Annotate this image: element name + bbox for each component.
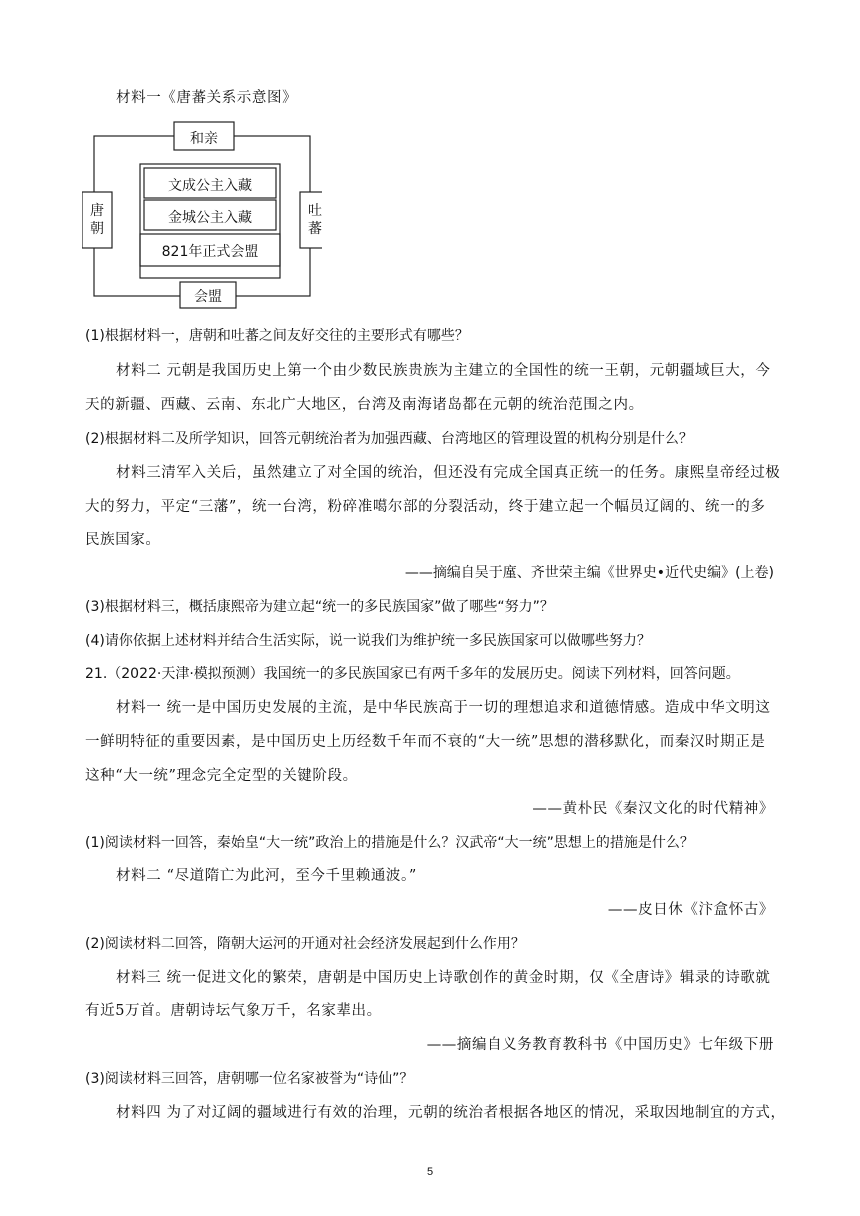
material-line: 材料二 元朝是我国历史上第一个由少数民族贵族为主建立的全国性的统一王朝，元朝疆域巨大，今 <box>116 363 771 379</box>
diagram-right-label: 吐蕃 <box>308 203 322 237</box>
material-line: 民族国家。 <box>85 532 161 548</box>
material-line: 材料四 为了对辽阔的疆域进行有效的治理，元朝的统治者根据各地区的情况，采取因地制宜的方式， <box>116 1105 786 1121</box>
diagram-caption: 材料一《唐蕃关系示意图》 <box>116 90 298 106</box>
diagram-top-label: 和亲 <box>190 131 218 147</box>
diagram-item: 821年正式会盟 <box>161 244 259 260</box>
diagram-item: 金城公主入藏 <box>168 210 252 226</box>
material-line: 大的努力，平定“三藩”，统一台湾，粉碎准噶尔部的分裂活动，终于建立起一个幅员辽阔的、统一的多 <box>85 499 766 515</box>
diagram-bottom-label: 会盟 <box>194 289 222 305</box>
question-line: (4)请你依据上述材料并结合生活实际，说一说我们为维护统一多民族国家可以做哪些努力？ <box>85 633 651 649</box>
question-line: (2)根据材料二及所学知识，回答元朝统治者为加强西藏、台湾地区的管理设置的机构分别是什么？ <box>85 431 693 447</box>
material-line: 材料一 统一是中国历史发展的主流，是中华民族高于一切的理想追求和道德情感。造成中华文明这 <box>116 700 771 716</box>
material-line: 一鲜明特征的重要因素，是中国历史上历经数千年而不衰的“大一统”思想的潜移默化，而秦汉时期正是 <box>85 734 766 750</box>
question-line: (1)根据材料一，唐朝和吐蕃之间友好交往的主要形式有哪些？ <box>85 328 469 344</box>
diagram-item: 文成公主入藏 <box>168 178 252 194</box>
material-line: 这种“大一统”理念完全定型的关键阶段。 <box>85 768 358 784</box>
source-citation: ——黄朴民《秦汉文化的时代精神》 <box>532 801 774 817</box>
source-citation: ——摘编自义务教育教科书《中国历史》七年级下册 <box>426 1037 774 1053</box>
material-line: 材料三清军入关后，虽然建立了对全国的统治，但还没有完成全国真正统一的任务。康熙皇帝经过极 <box>116 465 781 481</box>
source-citation: ——皮日休《汴盒怀古》 <box>607 902 774 918</box>
tang-tubo-diagram <box>82 120 322 310</box>
source-citation: ——摘编自吴于廑、齐世荣主编《世界史•近代史编》(上卷) <box>404 565 774 581</box>
material-line: 材料二 “尽道隋亡为此河，至今千里赖通波。” <box>116 868 417 884</box>
material-line: 材料三 统一促进文化的繁荣，唐朝是中国历史上诗歌创作的黄金时期，仅《全唐诗》辑录的诗歌就 <box>116 970 771 986</box>
question-header: 21.（2022·天津·模拟预测）我国统一的多民族国家已有两千多年的发展历史。阅读下列材料，回答问题。 <box>85 666 740 682</box>
question-line: (1)阅读材料一回答，秦始皇“大一统”政治上的措施是什么？汉武帝“大一统”思想上的措施是什么？ <box>85 835 694 851</box>
material-line: 有近5万首。唐朝诗坛气象万千，名家辈出。 <box>85 1003 382 1019</box>
question-line: (3)阅读材料三回答，唐朝哪一位名家被誉为“诗仙”？ <box>85 1071 414 1087</box>
question-line: (3)根据材料三，概括康熙帝为建立起“统一的多民族国家”做了哪些“努力”？ <box>85 599 554 615</box>
question-line: (2)阅读材料二回答，隋朝大运河的开通对社会经济发展起到什么作用？ <box>85 936 525 952</box>
diagram-left-label: 唐朝 <box>90 203 104 237</box>
page-number: 5 <box>426 1166 434 1178</box>
material-line: 天的新疆、西藏、云南、东北广大地区，台湾及南海诸岛都在元朝的统治范围之内。 <box>85 397 644 413</box>
